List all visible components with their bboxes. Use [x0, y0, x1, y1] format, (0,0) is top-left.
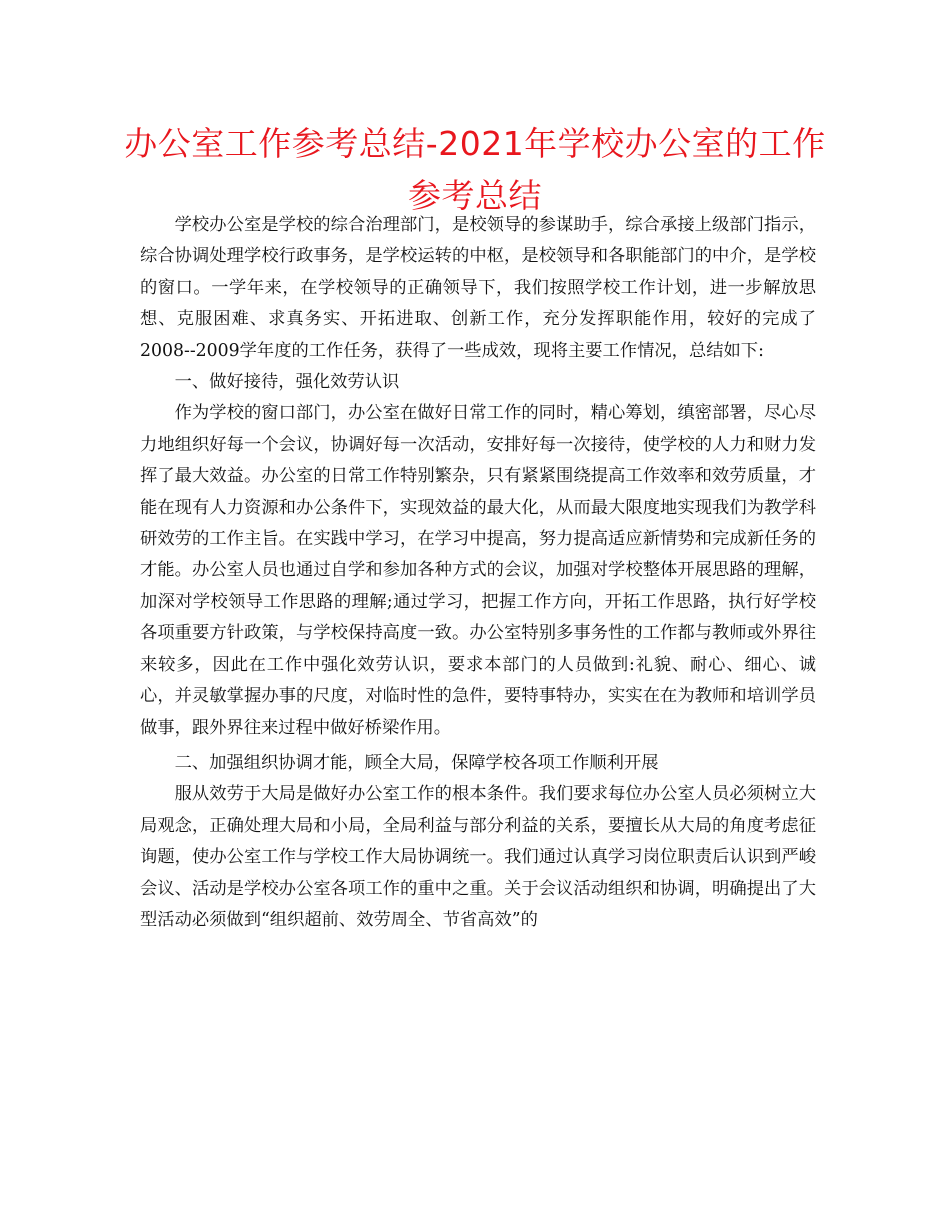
paragraph-section-2: 服从效劳于大局是做好办公室工作的根本条件。我们要求每位办公室人员必须树立大局观念，正确处理大局和小局，全局利益与部分利益的关系，要擅长从大局的角度考虑征询题，使办公室工作与学校工作大局协调统一。我们通过认真学习岗位职责后认识到严峻会议、活动是学校办公室各项工作的重中之重。关于会议活动组织和协调，明确提出了大型活动必须做到“组织超前、效劳周全、节省高效”的	[140, 784, 816, 930]
section-heading-1: 一、做好接待，强化效劳认识	[174, 372, 400, 393]
document-body	[140, 210, 816, 936]
section-heading-2: 二、加强组织协调才能，顾全大局，保障学校各项工作顺利开展	[174, 752, 659, 773]
paragraph-section-1: 作为学校的窗口部门，办公室在做好日常工作的同时，精心筹划，缜密部署，尽心尽力地组织好每一个会议，协调好每一次活动，安排好每一次接待，使学校的人力和财力发挥了最大效益。办公室的日常工作特别繁杂，只有紧紧围绕提高工作效率和效劳质量，才能在现有人力资源和办公条件下，实现效益的最大化，从而最大限度地实现我们为教学科研效劳的工作主旨。在实践中学习，在学习中提高，努力提高适应新情势和完成新任务的才能。办公室人员也通过自学和参加各种方式的会议，加强对学校整体开展思路的理解，加深对学校领导工作思路的理解;通过学习，把握工作方向，开拓工作思路，执行好学校各项重要方针政策，与学校保持高度一致。办公室特别多事务性的工作都与教师或外界往来较多，因此在工作中强化效劳认识，要求本部门的人员做到:礼貌、耐心、细心、诚心，并灵敏掌握办事的尺度，对临时性的急件，要特事特办，实实在在为教师和培训学员做事，跟外界往来过程中做好桥梁作用。	[140, 403, 816, 738]
paragraph-intro: 学校办公室是学校的综合治理部门，是校领导的参谋助手，综合承接上级部门指示，综合协调处理学校行政事务，是学校运转的中枢，是校领导和各职能部门的中介，是学校的窗口。一学年来，在学校领导的正确领导下，我们按照学校工作计划，进一步解放思想、克服困难、求真务实、开拓进取、创新工作，充分发挥职能作用，较好的完成了2008--2009学年度的工作任务，获得了一些成效，现将主要工作情况，总结如下:	[140, 215, 816, 361]
document-title: 办公室工作参考总结-2021年学校办公室的工作参考总结	[124, 124, 826, 215]
